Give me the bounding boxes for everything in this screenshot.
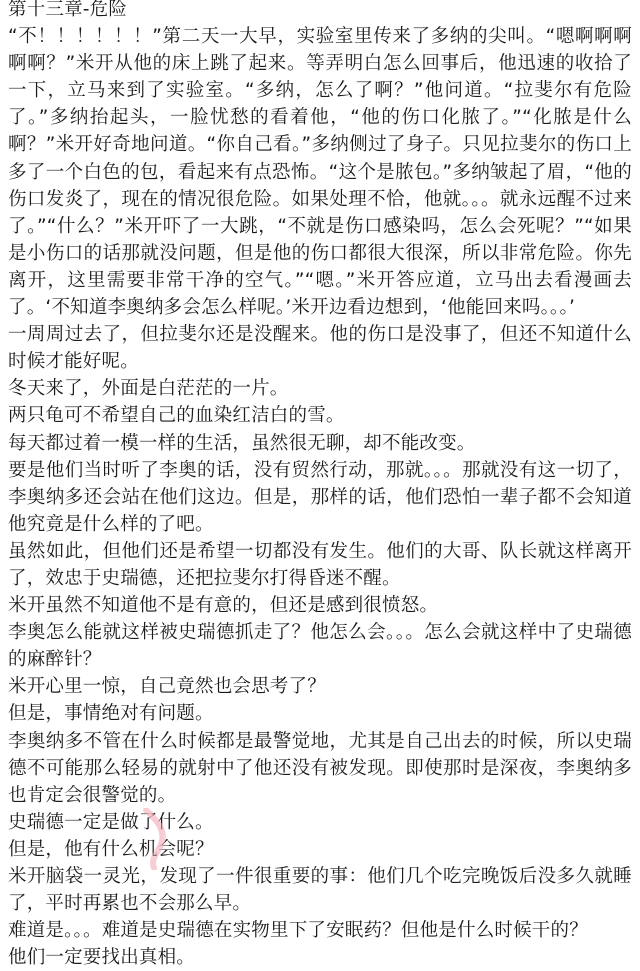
- paragraph: 但是，事情绝对有问题。: [8, 703, 214, 725]
- paragraph: 冬天来了，外面是白茫茫的一片。: [8, 378, 289, 400]
- paragraph: 难道是。。。难道是史瑞德在实物里下了安眠药？但他是什么时候干的？: [8, 920, 588, 942]
- chapter-title: 第十三章-危险: [8, 0, 128, 20]
- paragraph: 米开脑袋一灵光，发现了一件很重要的事：他们几个吃完晚饭后没多久就睡了，平时再累也不会那么早。: [8, 866, 632, 915]
- paragraph: 每天都过着一模一样的生活，虽然很无聊，却不能改变。: [8, 432, 476, 454]
- paragraph: 要是他们当时听了李奥的话，没有贸然行动，那就。。。那就没有这一切了，李奥纳多还会站在他们这边。但是，那样的话，他们恐怕一辈子都不会知道他究竟是什么样的了吧。: [8, 459, 632, 535]
- paragraph: 但是，他有什么机会呢？: [8, 838, 214, 860]
- paragraph: 虽然如此，但他们还是希望一切都没有发生。他们的大哥、队长就这样离开了，效忠于史瑞德，还把拉斐尔打得昏迷不醒。: [8, 540, 632, 589]
- paragraph: 米开心里一惊，自己竟然也会思考了？: [8, 676, 326, 698]
- document-page: [8, 0, 632, 971]
- paragraph: 李奥怎么能就这样被史瑞德抓走了？他怎么会。。。怎么会就这样中了史瑞德的麻醉针？: [8, 622, 632, 671]
- paragraph: 两只龟可不希望自己的血染红洁白的雪。: [8, 405, 345, 427]
- paragraph: 史瑞德一定是做了什么。: [8, 811, 214, 833]
- paragraph: 他们一定要找出真相。: [8, 947, 196, 969]
- paragraph: “不！！！！！！”第二天一大早，实验室里传来了多纳的尖叫。“嗯啊啊啊啊啊？”米开从他的床上跳了起来。等弄明白怎么回事后，他迅速的收拾了一下，立马来到了实验室。“多纳，怎么了啊？”他问道。“拉斐尔有危险了。”多纳抬起头，一脸忧愁的看着他，“他的伤口化脓了。”“化脓是什么啊？”米开好奇地问道。“你自己看。”多纳侧过了身子。只见拉斐尔的伤口上多了一个白色的包，看起来有点恐怖。“这个是脓包。”多纳皱起了眉，“他的伤口发炎了，现在的情况很危险。如果处理不恰，他就。。。就永远醒不过来了。”“什么？”米开吓了一大跳，“不就是伤口感染吗，怎么会死呢？”“如果是小伤口的话那就没问题，但是他的伤口都很大很深，所以非常危险。你先离开，这里需要非常干净的空气。”“嗯。”米开答应道，立马出去看漫画去了。‘不知道李奥纳多会怎么样呢。’米开边看边想到，‘他能回来吗。。。’: [8, 26, 632, 319]
- paragraph: 一周周过去了，但拉斐尔还是没醒来。他的伤口是没事了，但还不知道什么时候才能好呢。: [8, 324, 632, 373]
- paragraph: 米开虽然不知道他不是有意的，但还是感到很愤怒。: [8, 595, 439, 617]
- paragraph: 李奥纳多不管在什么时候都是最警觉地，尤其是自己出去的时候，所以史瑞德不可能那么轻易的就射中了他还没有被发现。即使那时是深夜，李奥纳多也肯定会很警觉的。: [8, 730, 632, 806]
